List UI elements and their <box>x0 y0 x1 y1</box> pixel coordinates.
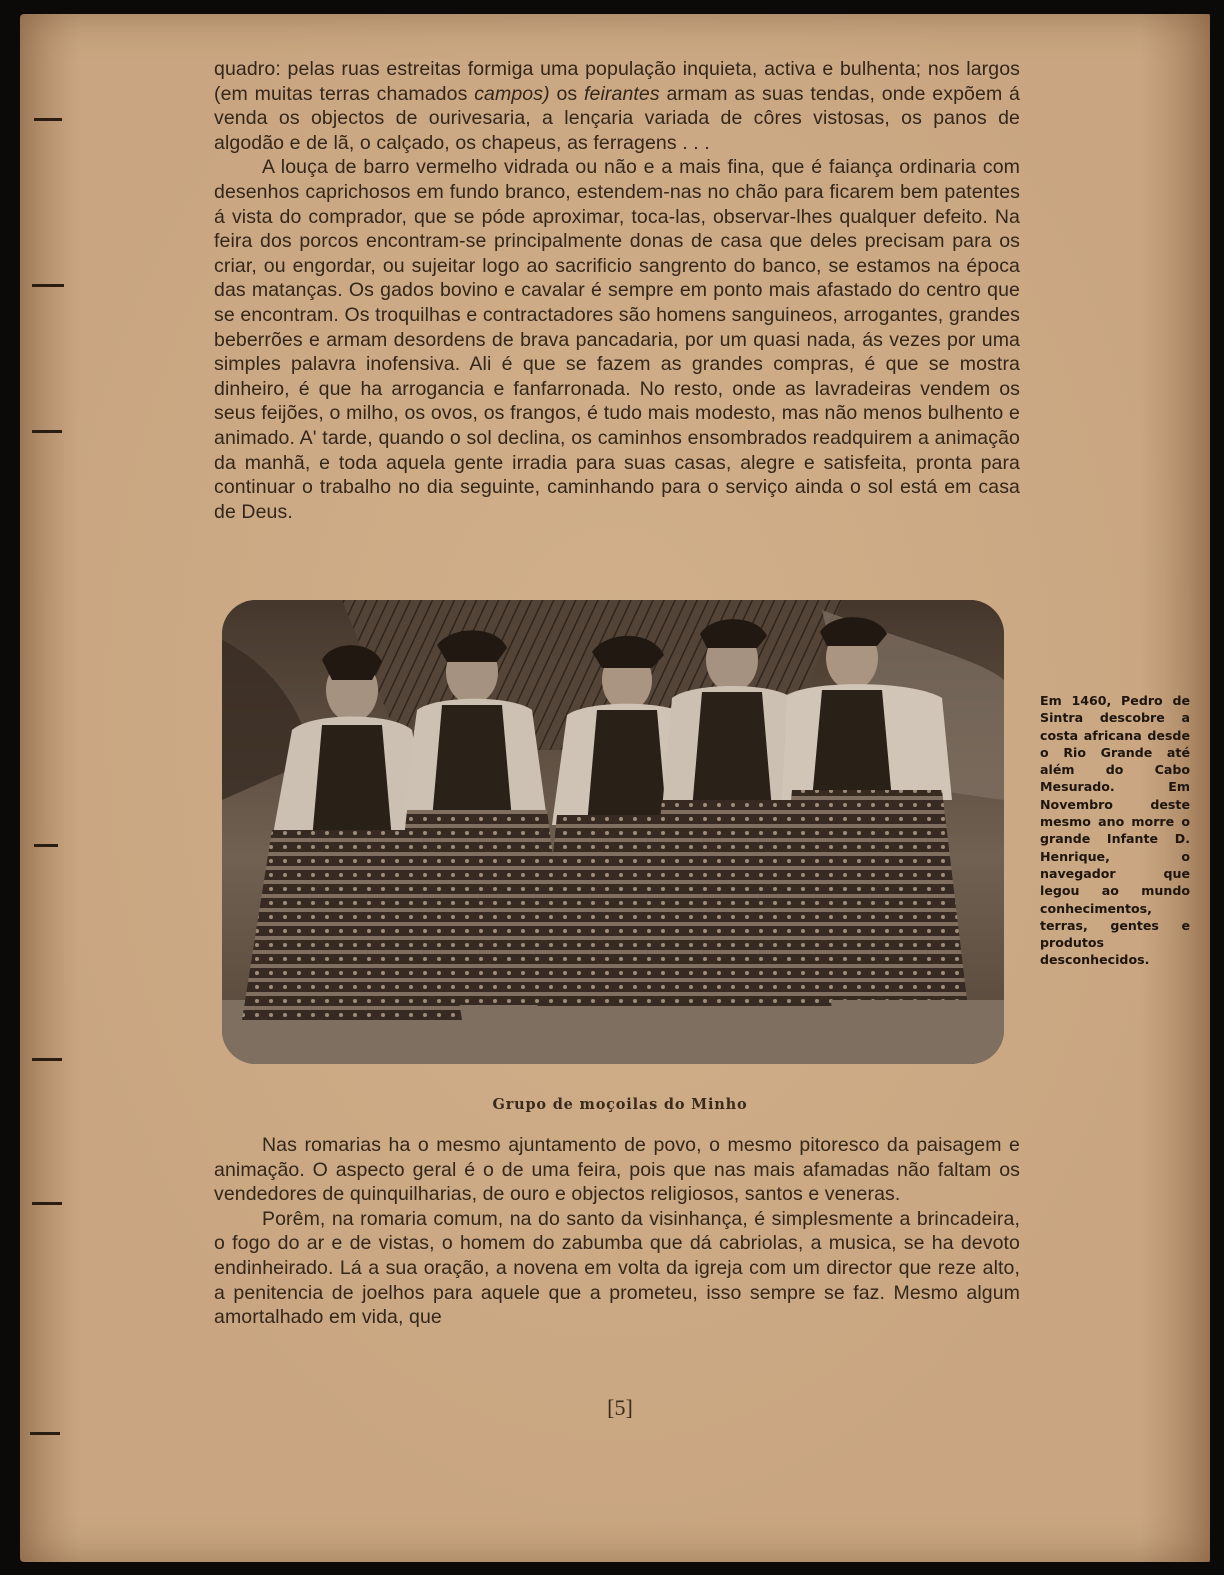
page-number: [5] <box>607 1395 633 1420</box>
binding-mark <box>34 844 58 847</box>
margin-note: Em 1460, Pedro de Sintra descobre a costa africana desde o Rio Grande até além do Cabo Mesurado. Em Novembro deste mesmo ano morre o grande Infante D. Henrique, o navegador que legou ao mundo conhecimentos, terras, gentes e produtos desconhecidos. <box>1040 693 1190 968</box>
binding-mark <box>32 284 64 287</box>
text-run: A louça de barro vermelho vidrada ou não e a mais fina, que é faiança ordinaria com desenhos caprichosos em fundo branco, estendem-nas no chão para ficarem bem patentes á vista do comprador, que se póde aproximar, toca-las, observar-lhes qualquer defeito. Na feira dos porcos encontram-se principalmente donas de casa que deles precisam para os criar, ou engordar, ou sujeitar logo ao sacrificio sangrento do banco, se estamos na época das matanças. Os gados bovino e cavalar é sempre em ponto mais afastado do centro que se encontram. Os troquilhas e contractadores são homens sanguineos, arrogantes, grandes beberrões e armam desordens de brava pancadaria, por um quasi nada, ás vezes por uma simples palavra inofensiva. Ali é que se fazem as grandes compras, é que se mostra dinheiro, é que ha arrogancia e fanfarronada. No resto, onde as lavradeiras vendem os seus feijões, o milho, os ovos, os frangos, é tudo mais modesto, mas não menos bulhento e animado. A' tarde, quando o sol declina, os caminhos ensombrados readquirem a animação da manhã, e toda aquela gente irradia para suas casas, alegre e satisfeita, pronta para continuar o trabalho no dia seguinte, caminhando para o serviço ainda o sol está em casa de Deus. <box>214 156 1020 523</box>
italic-term: feirantes <box>584 82 660 105</box>
photo-girls-of-minho <box>222 600 1004 1064</box>
binding-mark <box>32 1058 62 1061</box>
italic-term: campos) <box>474 82 550 105</box>
binding-mark <box>32 1202 62 1205</box>
text-run: Nas romarias ha o mesmo ajuntamento de povo, o mesmo pitoresco da paisagem e animação. O aspecto geral é o de uma feira, pois que nas mais afamadas não faltam os vendedores de quinquilharias, de ouro e objectos religiosos, santos e veneras. <box>214 1134 1020 1206</box>
text-run: quadro: pelas ruas estreitas formiga uma população inquieta, activa e bulhenta; nos largos (em muitas terras chamados <box>214 58 1020 105</box>
binding-mark <box>32 430 62 433</box>
text-run: os <box>549 82 585 105</box>
binding-mark <box>30 1432 60 1435</box>
paragraph <box>214 1207 1020 1330</box>
photo-caption: Grupo de moçoilas do Minho <box>492 1096 748 1113</box>
paragraph <box>214 155 1020 524</box>
body-text-bottom <box>214 1133 1020 1330</box>
body-text-top <box>214 57 1020 524</box>
paragraph <box>214 1133 1020 1207</box>
binding-mark <box>34 118 62 121</box>
text-run: Porêm, na romaria comum, na do santo da visinhança, é simplesmente a brincadeira, o fogo do ar e de vistas, o homem do zabumba que dá cabriolas, a musica, se ha devoto endinheirado. Lá a sua oração, a novena em volta da igreja com um director que reze alto, a penitencia de joelhos para aquele que a prometeu, isso sempre se faz. Mesmo algum amortalhado em vida, que <box>214 1207 1020 1329</box>
paragraph <box>214 57 1020 155</box>
text-run: armam as suas tendas, onde expõem á venda os objectos de ourivesaria, a lençaria variada de côres vistosas, os panos de algodão e de lã, o calçado, os chapeus, as ferragens . . . <box>214 82 1020 154</box>
